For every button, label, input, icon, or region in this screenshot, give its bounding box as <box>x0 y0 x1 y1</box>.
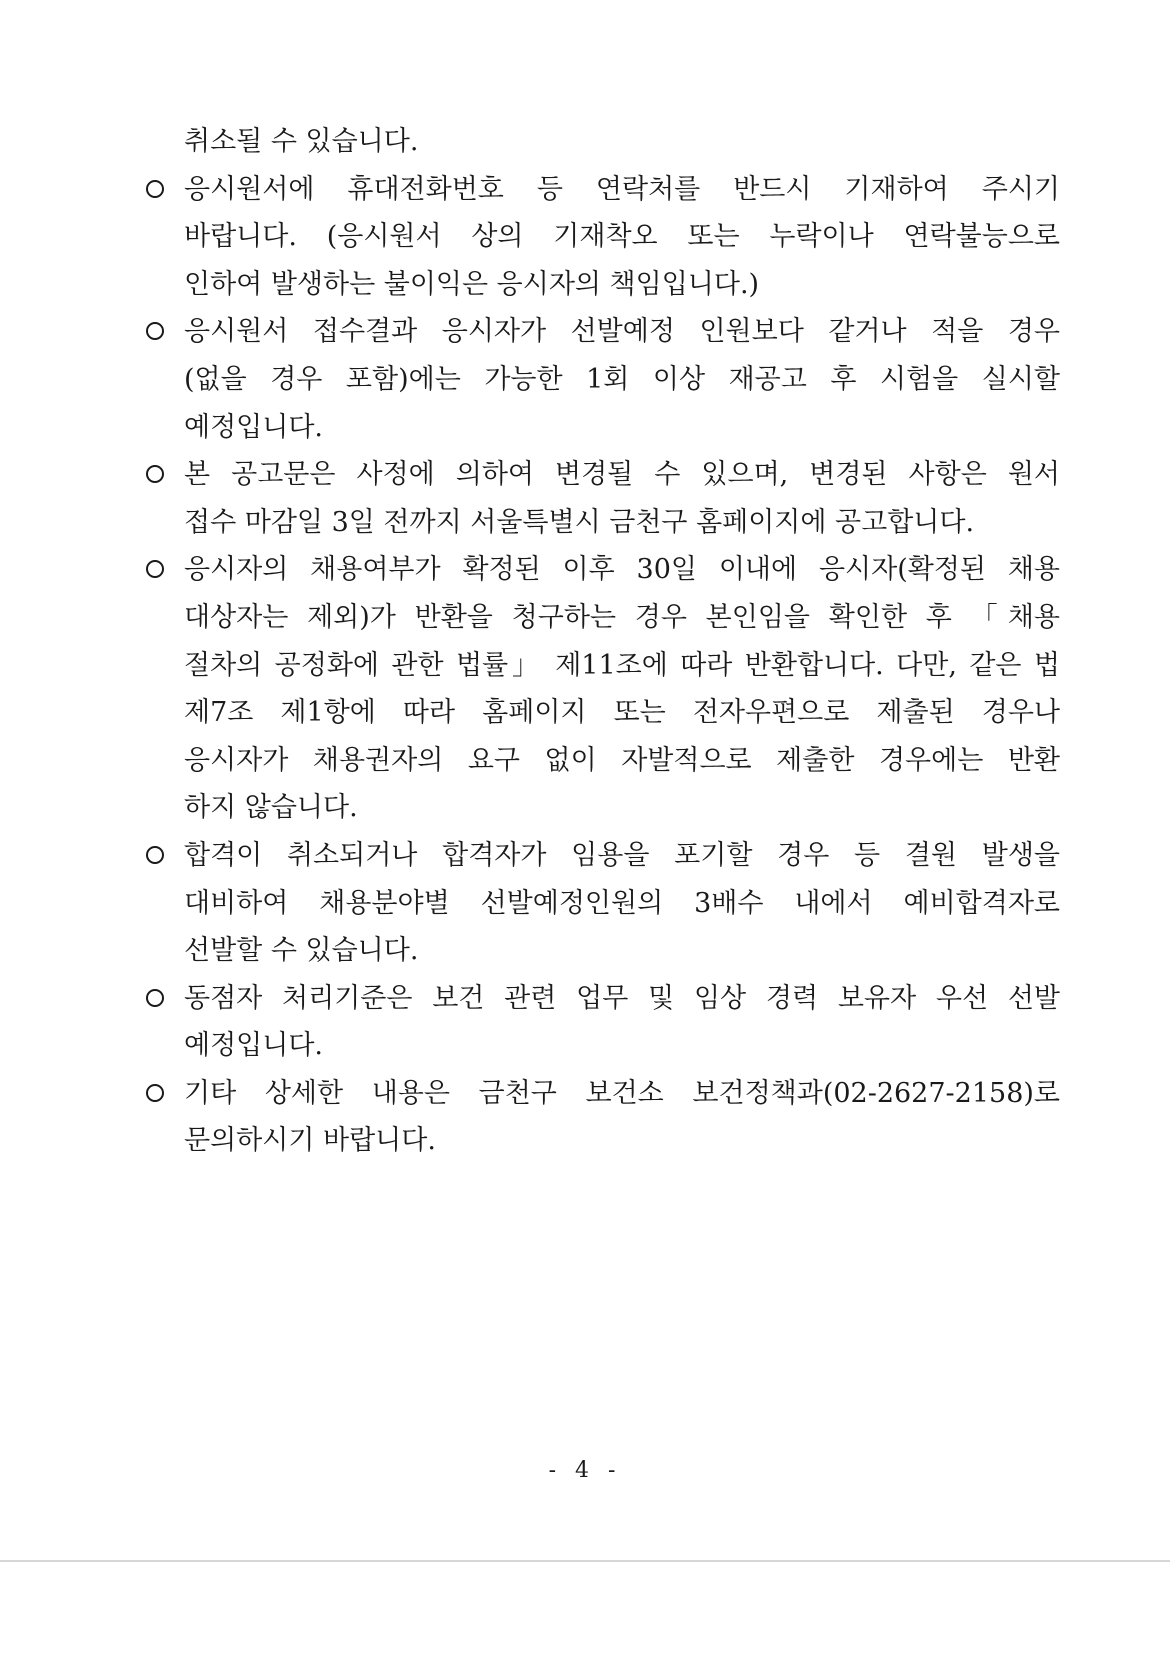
circle-bullet-icon <box>146 180 164 198</box>
document-body <box>140 118 1060 1165</box>
circle-bullet-icon <box>146 846 164 864</box>
text-line: 응시자가 채용권자의 요구 없이 자발적으로 제출한 경우에는 반환 <box>184 744 1060 776</box>
notice-paragraph <box>140 166 1060 309</box>
text-line: 응시원서에 휴대전화번호 등 연락처를 반드시 기재하여 주시기 <box>184 173 1060 205</box>
text-line: 대비하여 채용분야별 선발예정인원의 3배수 내에서 예비합격자로 <box>184 887 1060 919</box>
circle-bullet-icon <box>146 1084 164 1102</box>
text-line: 응시원서 접수결과 응시자가 선발예정 인원보다 같거나 적을 경우 <box>184 316 1060 348</box>
text-line: 바랍니다. (응시원서 상의 기재착오 또는 누락이나 연락불능으로 <box>184 221 1060 253</box>
page-number: - 4 - <box>548 1458 622 1483</box>
text-line: 인하여 발생하는 불이익은 응시자의 책임입니다.) <box>184 268 760 300</box>
text-line: 하지 않습니다. <box>184 792 358 824</box>
notice-paragraph <box>140 118 1060 166</box>
text-line: 문의하시기 바랍니다. <box>184 1125 436 1157</box>
text-line: 제7조 제1항에 따라 홈페이지 또는 전자우편으로 제출된 경우나 <box>184 697 1060 729</box>
notice-paragraph <box>140 546 1060 832</box>
text-line: 선발할 수 있습니다. <box>184 935 419 967</box>
text-line: 본 공고문은 사정에 의하여 변경될 수 있으며, 변경된 사항은 원서 <box>184 459 1060 491</box>
notice-paragraph <box>140 832 1060 975</box>
text-line: 응시자의 채용여부가 확정된 이후 30일 이내에 응시자(확정된 채용 <box>184 554 1060 586</box>
circle-bullet-icon <box>146 989 164 1007</box>
text-line: 합격이 취소되거나 합격자가 임용을 포기할 경우 등 결원 발생을 <box>184 839 1060 871</box>
text-line: 절차의 공정화에 관한 법률」 제11조에 따라 반환합니다. 다만, 같은 법 <box>184 649 1060 681</box>
page-bottom-divider <box>0 1560 1170 1562</box>
text-line: 예정입니다. <box>184 411 323 443</box>
text-line: 동점자 처리기준은 보건 관련 업무 및 임상 경력 보유자 우선 선발 <box>184 982 1060 1014</box>
text-line: (없을 경우 포함)에는 가능한 1회 이상 재공고 후 시험을 실시할 <box>184 363 1060 395</box>
text-line: 예정입니다. <box>184 1030 323 1062</box>
text-line: 대상자는 제외)가 반환을 청구하는 경우 본인임을 확인한 후 「채용 <box>184 601 1060 633</box>
notice-paragraph <box>140 975 1060 1070</box>
notice-paragraph <box>140 308 1060 451</box>
text-line: 취소될 수 있습니다. <box>184 126 419 157</box>
notice-paragraph <box>140 1070 1060 1165</box>
text-line: 접수 마감일 3일 전까지 서울특별시 금천구 홈페이지에 공고합니다. <box>184 506 975 538</box>
text-line: 기타 상세한 내용은 금천구 보건소 보건정책과(02-2627-2158)로 <box>184 1077 1060 1109</box>
notice-paragraph <box>140 451 1060 546</box>
